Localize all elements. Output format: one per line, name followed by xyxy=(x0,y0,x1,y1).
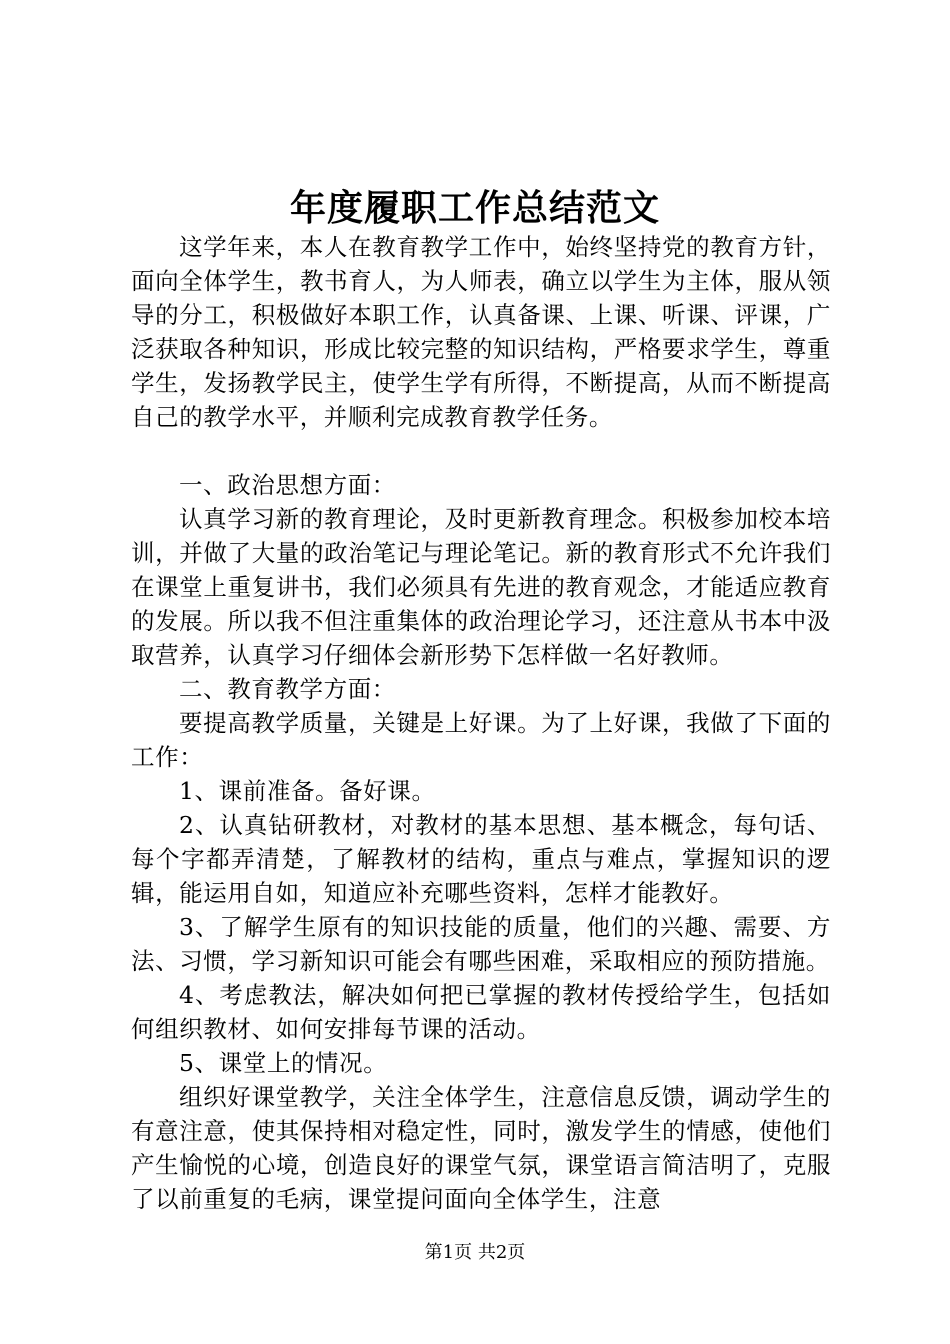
list-item-1: 1、课前准备。备好课。 xyxy=(179,777,436,805)
teaching-intro-paragraph: 要提高教学质量，关键是上好课。为了上好课，我做了下面的工作： xyxy=(131,709,831,771)
list-item-5: 5、课堂上的情况。 xyxy=(179,1049,388,1077)
document-title: 年度履职工作总结范文 xyxy=(289,187,660,229)
paragraph-spacer xyxy=(131,434,831,468)
classroom-paragraph: 组织好课堂教学，关注全体学生，注意信息反馈，调动学生的有意注意，使其保持相对稳定性，同时，激发学生的情感，使他们产生愉悦的心境，创造良好的课堂气氛，课堂语言简洁明了，克服了以前重复的毛病，课堂提问面向全体学生，注意 xyxy=(131,1083,831,1213)
page-footer xyxy=(0,1240,950,1266)
section-heading-teaching: 二、教育教学方面： xyxy=(179,675,396,703)
intro-paragraph: 这学年来，本人在教育教学工作中，始终坚持党的教育方针，面向全体学生，教书育人，为人师表，确立以学生为主体，服从领导的分工，积极做好本职工作，认真备课、上课、听课、评课，广泛获取各种知识，形成比较完整的知识结构，严格要求学生，尊重学生，发扬教学民主，使学生学有所得，不断提高，从而不断提高自己的教学水平，并顺利完成教育教学任务。 xyxy=(131,233,831,431)
section-heading-political: 一、政治思想方面： xyxy=(179,471,396,499)
page-number: 第1页 共2页 xyxy=(424,1242,526,1263)
document-body xyxy=(131,230,831,1216)
list-item-4: 4、考虑教法，解决如何把已掌握的教材传授给学生，包括如何组织教材、如何安排每节课的活动。 xyxy=(131,981,831,1043)
list-item-3: 3、了解学生原有的知识技能的质量，他们的兴趣、需要、方法、习惯，学习新知识可能会有哪些困难，采取相应的预防措施。 xyxy=(131,913,831,975)
list-item-2: 2、认真钻研教材，对教材的基本思想、基本概念，每句话、每个字都弄清楚，了解教材的结构，重点与难点，掌握知识的逻辑，能运用自如，知道应补充哪些资料，怎样才能教好。 xyxy=(131,811,831,907)
political-paragraph: 认真学习新的教育理论，及时更新教育理念。积极参加校本培训，并做了大量的政治笔记与理论笔记。新的教育形式不允许我们在课堂上重复讲书，我们必须具有先进的教育观念，才能适应教育的发展。所以我不但注重集体的政治理论学习，还注意从书本中汲取营养，认真学习仔细体会新形势下怎样做一名好教师。 xyxy=(131,505,831,669)
